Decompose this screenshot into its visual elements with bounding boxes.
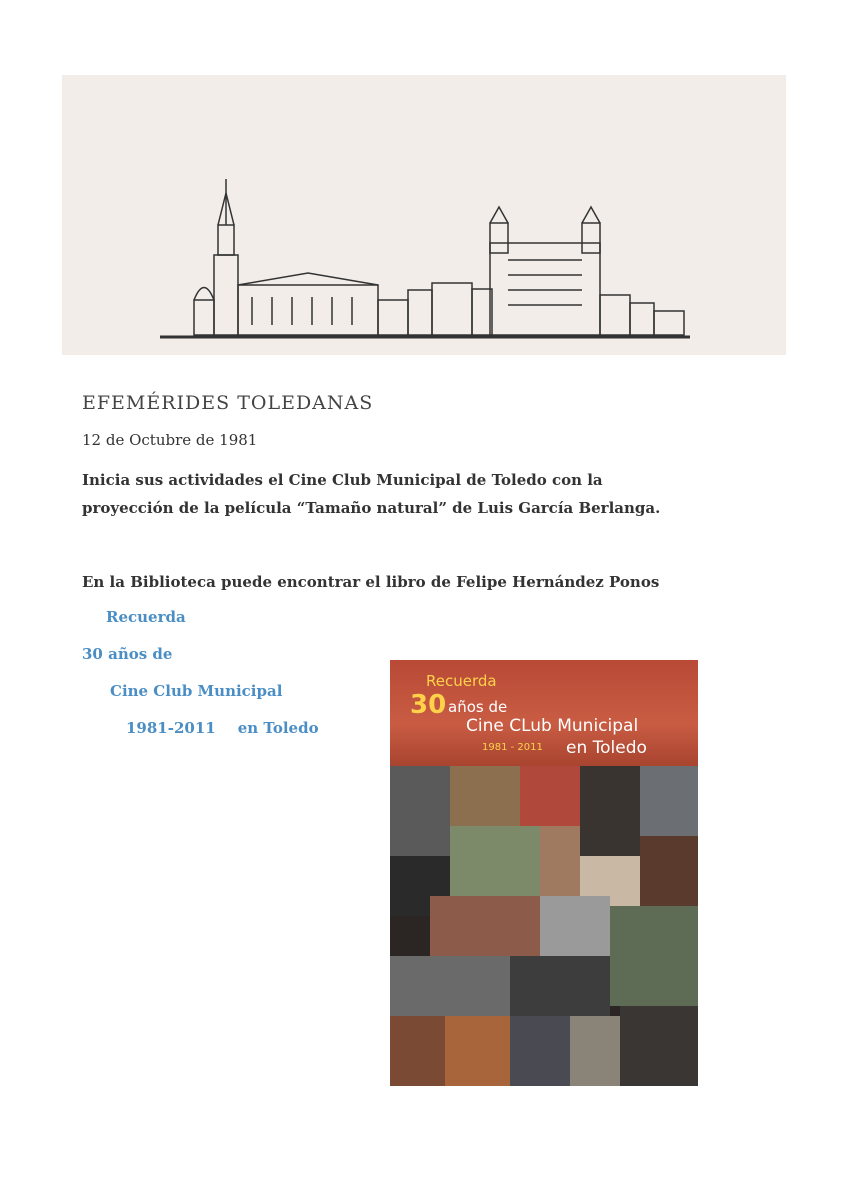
cover-toledo: en Toledo (566, 738, 647, 758)
cover-photo-collage (390, 766, 698, 1086)
description-line-1: Inicia sus actividades el Cine Club Municipal de Toledo con la (82, 471, 603, 489)
cover-cineclub: Cine CLub Municipal (466, 716, 639, 736)
book-title-years: 1981-2011 (126, 719, 216, 737)
header-banner (62, 75, 786, 355)
cover-years: 1981 - 2011 (482, 742, 543, 753)
library-note: En la Biblioteca puede encontrar el libro de Felipe Hernández Ponos (82, 573, 660, 591)
event-description (82, 466, 782, 522)
cover-recuerda: Recuerda (426, 672, 497, 690)
description-line-2: proyección de la película “Tamaño natural” de Luis García Berlanga. (82, 499, 661, 517)
event-date: 12 de Octubre de 1981 (82, 431, 258, 449)
cover-anos-de: años de (448, 698, 508, 716)
book-title-line-3: Cine Club Municipal (110, 682, 283, 700)
page-heading: EFEMÉRIDES TOLEDANAS (82, 392, 374, 414)
book-title-place: en Toledo (237, 719, 319, 737)
book-cover-image (390, 660, 698, 1086)
toledo-skyline-illustration (62, 75, 786, 355)
book-title-line-2: 30 años de (82, 645, 173, 663)
book-title-line-4 (126, 719, 319, 737)
book-title-line-1: Recuerda (106, 608, 186, 626)
cover-number: 30 (410, 690, 447, 720)
